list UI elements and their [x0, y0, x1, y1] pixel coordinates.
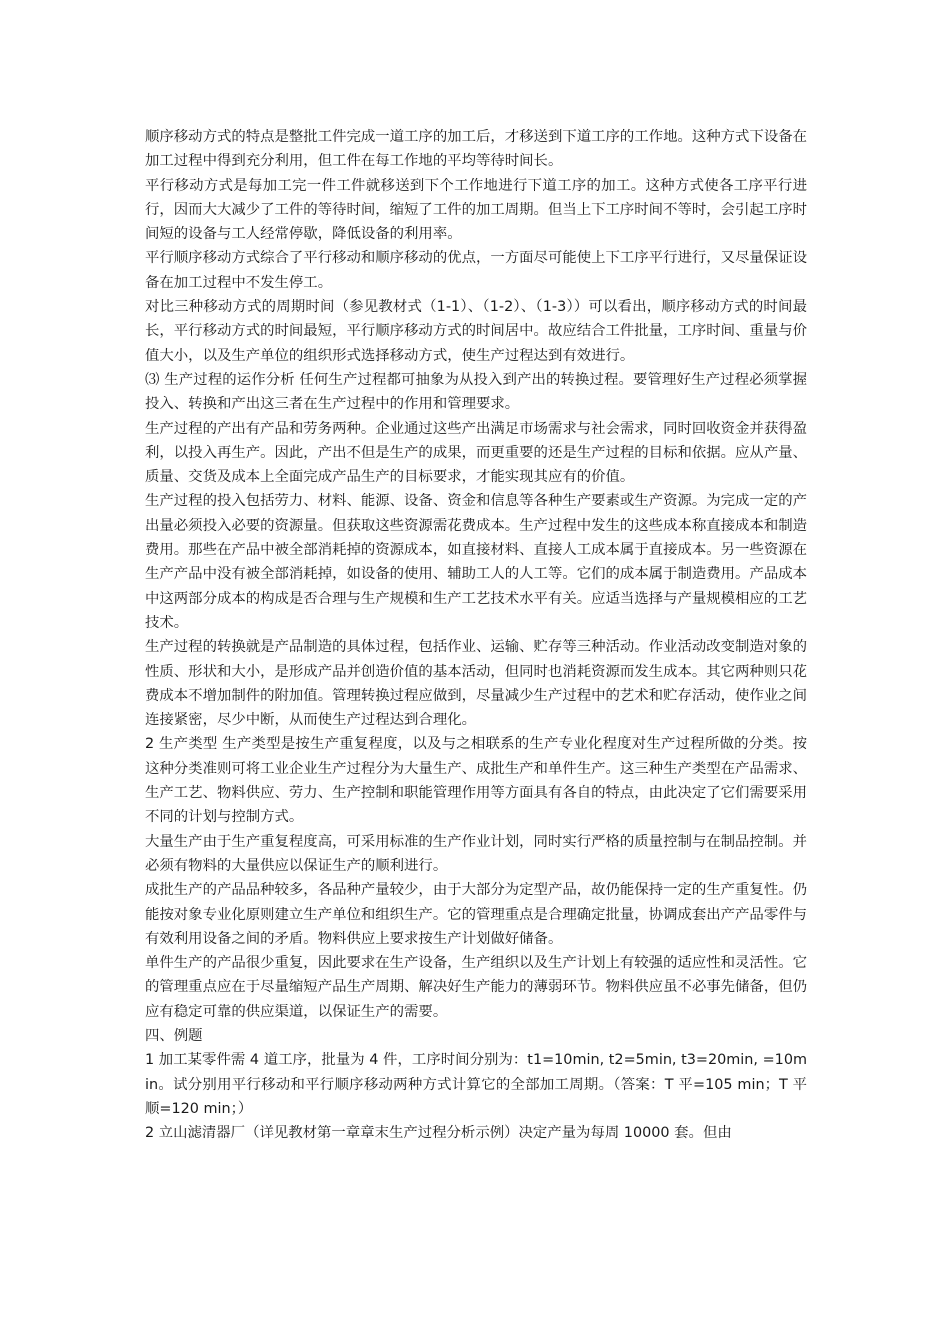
paragraph-operation-analysis: ⑶ 生产过程的运作分析 任何生产过程都可抽象为从投入到产出的转换过程。要管理好生产过程必须掌握投入、转换和产出这三者在生产过程中的作用和管理要求。	[145, 371, 807, 413]
paragraph-mass-production: 大量生产由于生产重复程度高，可采用标准的生产作业计划，同时实行严格的质量控制与在制品控制。并必须有物料的大量供应以保证生产的顺利进行。	[145, 833, 807, 874]
paragraph-parallel-move: 平行移动方式是每加工完一件工件就移送到下个工作地进行下道工序的加工。这种方式使各工序平行进行，因而大大减少了工件的等待时间，缩短了工件的加工周期。但当上下工序时间不等时，会引起工序时间短的设备与工人经常停歇，降低设备的利用率。	[145, 177, 807, 243]
paragraph-production-types: 2 生产类型 生产类型是按生产重复程度，以及与之相联系的生产专业化程度对生产过程所做的分类。按这种分类准则可将工业企业生产过程分为大量生产、成批生产和单件生产。这三种生产类型在产品需求、生产工艺、物料供应、劳力、生产控制和职能管理作用等方面具有各自的特点，由此决定了它们需要采用不同的计划与控制方式。	[145, 736, 807, 826]
paragraph-cycle-comparison: 对比三种移动方式的周期时间（参见教材式（1-1）、（1-2）、（1-3））可以看出，顺序移动方式的时间最长，平行移动方式的时间最短，平行顺序移动方式的时间居中。故应结合工件批量，工序时间、重量与价值大小，以及生产单位的组织形式选择移动方式，使生产过程达到有效进行。	[145, 299, 807, 364]
paragraph-input: 生产过程的投入包括劳力、材料、能源、设备、资金和信息等各种生产要素或生产资源。为完成一定的产出量必须投入必要的资源量。但获取这些资源需花费成本。生产过程中发生的这些成本称直接成本和制造费用。那些在产品中被全部消耗掉的资源成本，如直接材料、直接人工成本属于直接成本。另一些资源在生产产品中没有被全部消耗掉，如设备的使用、辅助工人的人工等。它们的成本属于制造费用。产品成本中这两部分成本的构成是否合理与生产规模和生产工艺技术水平有关。应适当选择与产量规模相应的工艺技术。	[145, 493, 807, 631]
paragraph-single-production: 单件生产的产品很少重复，因此要求在生产设备，生产组织以及生产计划上有较强的适应性和灵活性。它的管理重点应在于尽量缩短产品生产周期、解决好生产能力的薄弱环节。物料供应虽不必事先储备，但仍应有稳定可靠的供应渠道，以保证生产的需要。	[145, 955, 807, 1020]
paragraph-example-1: 1 加工某零件需 4 道工序，批量为 4 件，工序时间分别为：t1=10min, t2=5min, t3=20min, =10min。试分别用平行移动和平行顺序移动两种方式计算它的全部加工周期。（答案：T 平=105 min；T 平顺=120 min；）	[145, 1052, 807, 1117]
paragraph-example-2: 2 立山滤清器厂（详见教材第一章章末生产过程分析示例）决定产量为每周 10000 套。但由	[145, 1125, 732, 1142]
section-heading-examples: 四、例题	[145, 1027, 203, 1044]
paragraph-sequential-move: 顺序移动方式的特点是整批工件完成一道工序的加工后，才移送到下道工序的工作地。这种方式下设备在加工过程中得到充分利用，但工件在每工作地的平均等待时间长。	[145, 129, 807, 170]
paragraph-batch-production: 成批生产的产品品种较多，各品种产量较少，由于大部分为定型产品，故仍能保持一定的生产重复性。仍能按对象专业化原则建立生产单位和组织生产。它的管理重点是合理确定批量，协调成套出产产品零件与有效利用设备之间的矛盾。物料供应上要求按生产计划做好储备。	[145, 882, 807, 947]
paragraph-parallel-sequential-move: 平行顺序移动方式综合了平行移动和顺序移动的优点，一方面尽可能使上下工序平行进行，又尽量保证设备在加工过程中不发生停工。	[145, 250, 807, 291]
paragraph-transformation: 生产过程的转换就是产品制造的具体过程，包括作业、运输、贮存等三种活动。作业活动改变制造对象的性质、形状和大小，是形成产品并创造价值的基本活动，但同时也消耗资源而发生成本。其它两种则只花费成本不增加制件的附加值。管理转换过程应做到，尽量减少生产过程中的艺术和贮存活动，使作业之间连接紧密，尽少中断，从而使生产过程达到合理化。	[145, 639, 807, 729]
document-page	[145, 125, 807, 1145]
paragraph-output: 生产过程的产出有产品和劳务两种。企业通过这些产出满足市场需求与社会需求，同时回收资金并获得盈利，以投入再生产。因此，产出不但是生产的成果，而更重要的还是生产过程的目标和依据。应从产量、质量、交货及成本上全面完成产品生产的目标要求，才能实现其应有的价值。	[145, 420, 807, 486]
